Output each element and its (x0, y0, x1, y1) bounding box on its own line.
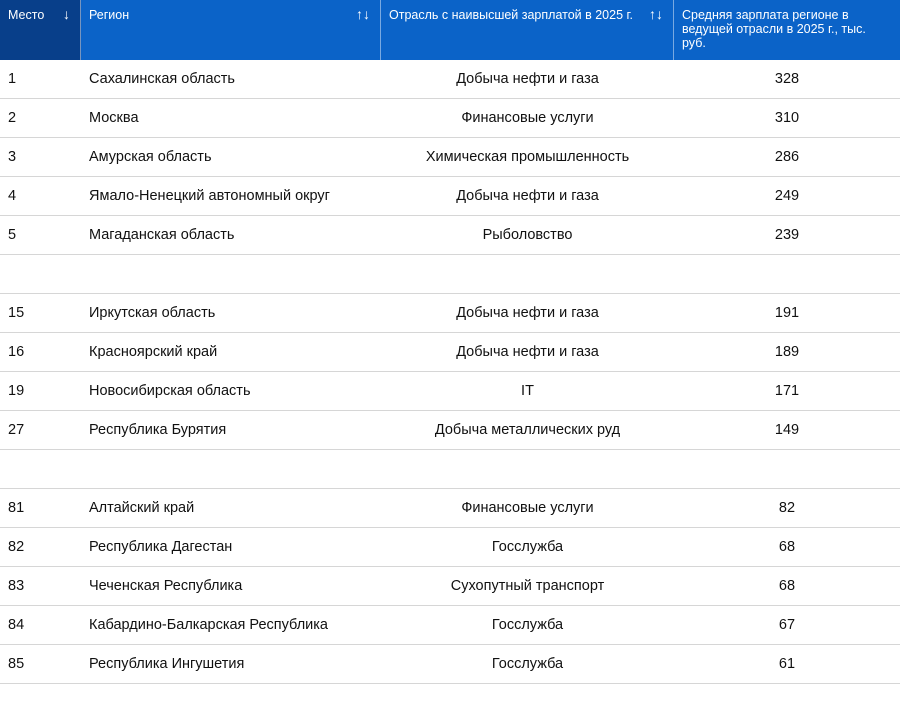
table-row[interactable] (0, 333, 900, 372)
place-cell: 85 (8, 656, 25, 672)
salary-cell: 67 (778, 617, 796, 633)
sort-descending-icon[interactable]: ↓ (63, 6, 70, 22)
region-cell: Алтайский край (89, 500, 195, 516)
salary-cell: 171 (774, 383, 800, 399)
table-body (0, 60, 900, 684)
region-cell: Кабардино-Балкарская Республика (89, 617, 328, 633)
salary-cell: 68 (778, 539, 796, 555)
place-cell: 19 (8, 383, 25, 399)
salary-cell: 191 (774, 305, 800, 321)
place-cell: 16 (8, 344, 25, 360)
salary-cell: 149 (774, 422, 800, 438)
industry-cell: Добыча нефти и газа (456, 305, 599, 321)
table-header (0, 0, 900, 60)
industry-cell: Добыча металлических руд (434, 422, 621, 438)
region-cell: Амурская область (89, 149, 212, 165)
column-header-place[interactable] (0, 0, 81, 60)
salary-cell: 82 (778, 500, 796, 516)
place-cell: 82 (8, 539, 25, 555)
place-cell: 84 (8, 617, 25, 633)
salary-cell: 310 (774, 110, 800, 126)
table-row[interactable] (0, 216, 900, 255)
place-cell: 81 (8, 500, 25, 516)
sort-toggle-icon[interactable]: ↑↓ (649, 6, 663, 22)
table-row[interactable] (0, 528, 900, 567)
table-row[interactable] (0, 372, 900, 411)
industry-cell: Химическая промышленность (425, 149, 630, 165)
place-cell: 2 (8, 110, 17, 126)
industry-cell: Финансовые услуги (461, 500, 594, 516)
column-header-salary-label: Средняя зарплата регионе в ведущей отрасли в 2025 г., тыс. руб. (682, 8, 866, 50)
place-cell: 15 (8, 305, 25, 321)
salary-cell: 286 (774, 149, 800, 165)
table-row[interactable] (0, 294, 900, 333)
region-cell: Москва (89, 110, 139, 126)
column-header-place-label: Место (8, 8, 45, 22)
industry-cell: Рыболовство (482, 227, 573, 243)
industry-cell: Госслужба (491, 539, 564, 555)
industry-cell: Госслужба (491, 656, 564, 672)
column-header-region-label: Регион (89, 8, 130, 22)
place-cell: 27 (8, 422, 25, 438)
table-row[interactable] (0, 411, 900, 450)
table-row[interactable] (0, 177, 900, 216)
salary-cell: 189 (774, 344, 800, 360)
salary-cell: 61 (778, 656, 796, 672)
table-row[interactable] (0, 645, 900, 684)
region-cell: Республика Ингушетия (89, 656, 245, 672)
industry-cell: Госслужба (491, 617, 564, 633)
table-row[interactable] (0, 99, 900, 138)
industry-cell: Добыча нефти и газа (456, 71, 599, 87)
salary-cell: 328 (774, 71, 800, 87)
region-cell: Чеченская Республика (89, 578, 243, 594)
salary-cell: 239 (774, 227, 800, 243)
region-cell: Новосибирская область (89, 383, 251, 399)
table-row[interactable] (0, 60, 900, 99)
industry-cell: Добыча нефти и газа (456, 188, 599, 204)
place-cell: 83 (8, 578, 25, 594)
region-cell: Республика Бурятия (89, 422, 227, 438)
industry-cell: IT (521, 383, 534, 399)
region-cell: Сахалинская область (89, 71, 235, 87)
region-cell: Магаданская область (89, 227, 235, 243)
region-cell: Красноярский край (89, 344, 218, 360)
place-cell: 4 (8, 188, 17, 204)
industry-cell: Финансовые услуги (461, 110, 594, 126)
group-separator (0, 450, 900, 489)
region-cell: Республика Дагестан (89, 539, 233, 555)
group-separator (0, 255, 900, 294)
table-row[interactable] (0, 489, 900, 528)
place-cell: 3 (8, 149, 17, 165)
salary-cell: 68 (778, 578, 796, 594)
table-row[interactable] (0, 138, 900, 177)
place-cell: 5 (8, 227, 17, 243)
column-header-salary[interactable] (674, 0, 900, 60)
column-header-industry-label: Отрасль с наивысшей зарплатой в 2025 г. (389, 8, 634, 22)
place-cell: 1 (8, 71, 17, 87)
table-row[interactable] (0, 567, 900, 606)
region-cell: Ямало-Ненецкий автономный округ (89, 188, 330, 204)
column-header-industry[interactable] (381, 0, 674, 60)
industry-cell: Сухопутный транспорт (450, 578, 605, 594)
table-row[interactable] (0, 606, 900, 645)
region-cell: Иркутская область (89, 305, 216, 321)
salary-cell: 249 (774, 188, 800, 204)
column-header-region[interactable] (81, 0, 381, 60)
industry-cell: Добыча нефти и газа (456, 344, 599, 360)
sort-toggle-icon[interactable]: ↑↓ (356, 6, 370, 22)
